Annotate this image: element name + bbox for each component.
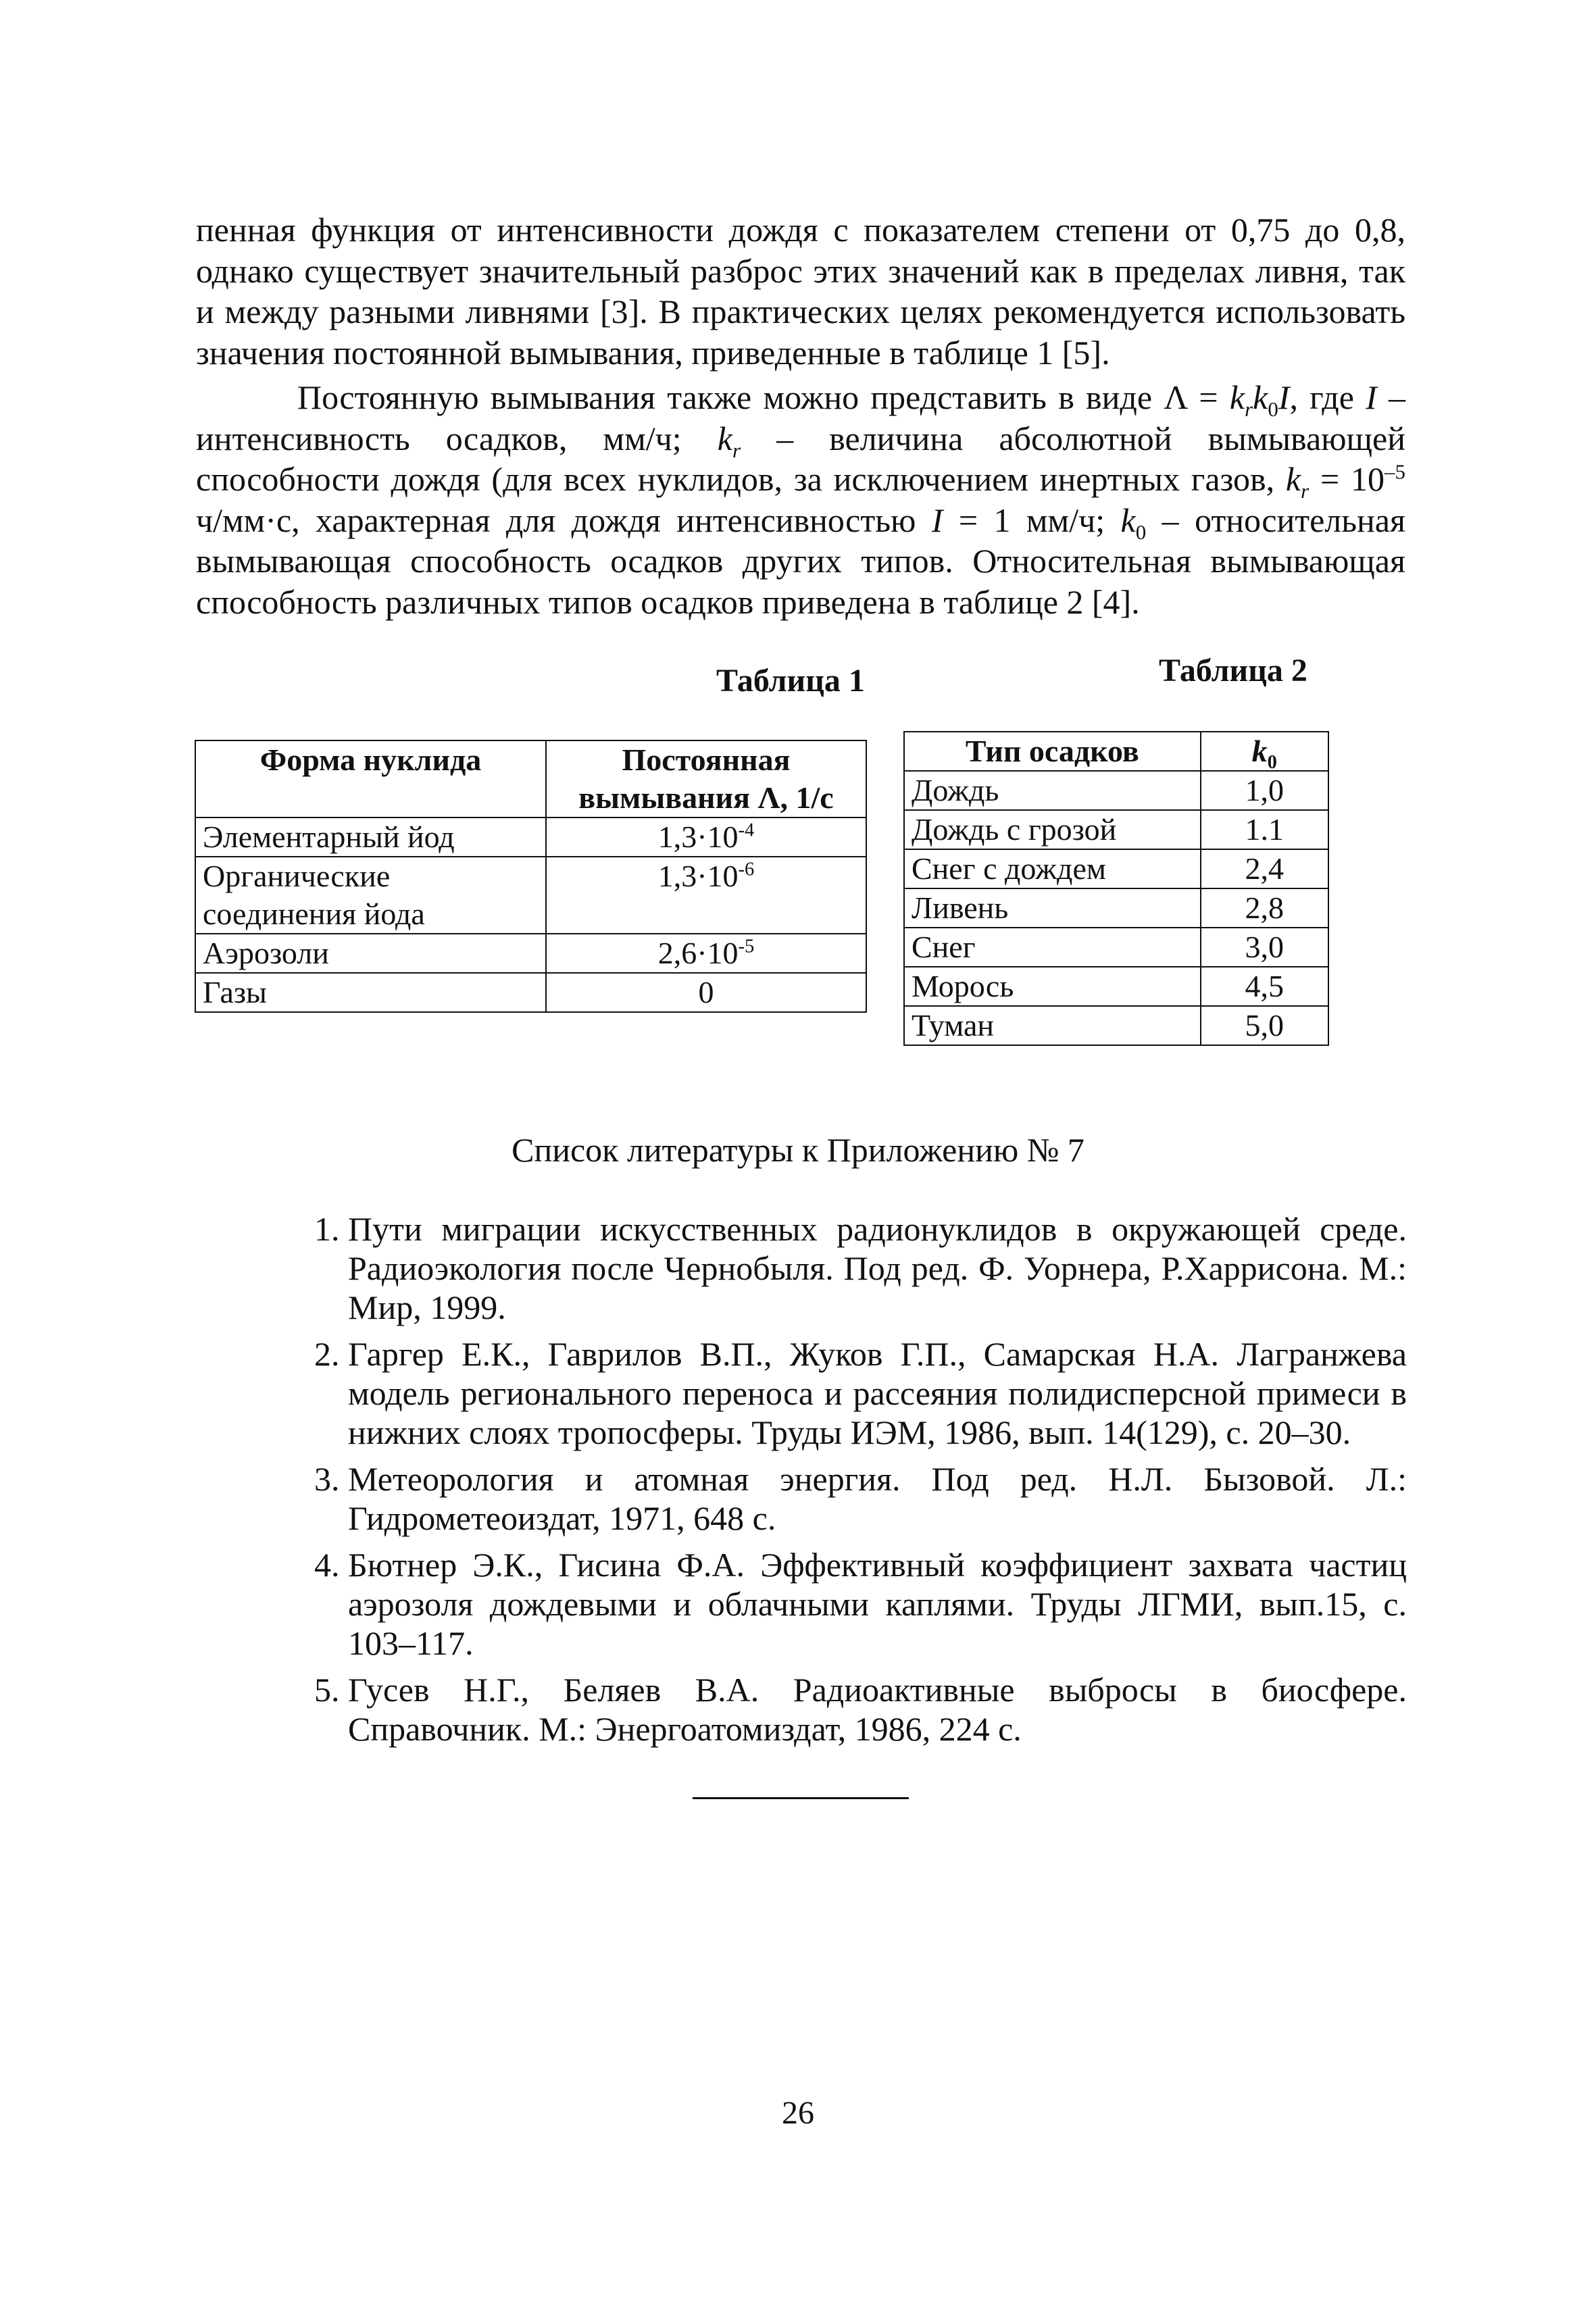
paragraph-intro: пенная функция от интенсивности дождя с показателем степени от 0,75 до 0,8, однако существует значительный разброс этих значений как в пределах ливня, так и между разными ливнями [3]. В практических целях рекомендуется использовать значения постоянной вымывания, приведенные в таблице 1 [5]. xyxy=(196,211,1405,372)
list-item: 5. Гусев Н.Г., Беляев В.А. Радиоактивные выбросы в биосфере. Справочник. М.: Энергоатомиздат, 1986, 224 с. xyxy=(348,1670,1407,1749)
formula-lambda xyxy=(1164,378,1290,421)
table1-cell-form: Элементарный йод xyxy=(195,818,546,857)
table2-cell-type: Снег xyxy=(904,928,1201,967)
text-run: – относительная вымывающая способность осадков других типов. Относительная вымывающая способность различных типов осадков приведена в таблице 2 [4]. xyxy=(196,501,1405,621)
table2-cell-type: Дождь с грозой xyxy=(904,810,1201,849)
table-row xyxy=(195,857,866,934)
table-row xyxy=(195,973,866,1012)
table-row xyxy=(904,1006,1328,1045)
paragraph-washout-formula xyxy=(196,377,1405,622)
list-item: 4. Бютнер Э.К., Гисина Ф.А. Эффективный коэффициент захвата частиц аэрозоля дождевыми и облачными каплями. Труды ЛГМИ, вып.15, с. 103–117. xyxy=(348,1545,1407,1663)
table1-washout-constants xyxy=(195,740,867,1013)
table-row xyxy=(904,771,1328,810)
table2-cell-k0: 3,0 xyxy=(1201,928,1328,967)
symbol-I: I xyxy=(1366,378,1377,416)
table1-cell-form: Аэрозоли xyxy=(195,934,546,973)
symbol-k: k xyxy=(1120,501,1136,539)
table2-cell-type: Снег с дождем xyxy=(904,849,1201,888)
formula-0-sub: 0 xyxy=(1268,397,1278,421)
table2-cell-type: Морось xyxy=(904,967,1201,1006)
header-k: k xyxy=(1251,734,1268,768)
section-divider xyxy=(693,1797,909,1799)
formula-k: k xyxy=(1229,378,1245,416)
list-item: 1. Пути миграции искусственных радионуклидов в окружающей среде. Радиоэкология после Чернобыля. Под ред. Ф. Уорнера, Р.Харрисона. М.: Мир, 1999. xyxy=(348,1209,1407,1327)
value-exponent: -5 xyxy=(738,936,755,957)
table1-header-constant: Постоянная вымывания Λ, 1/с xyxy=(546,740,866,818)
symbol-k: k xyxy=(1285,460,1301,498)
text-run: = 1 мм/ч; xyxy=(943,501,1121,539)
table-row xyxy=(904,888,1328,928)
references-list xyxy=(277,1209,1407,1756)
references-heading: Список литературы к Приложению № 7 xyxy=(512,1131,1084,1169)
symbol-0-sub: 0 xyxy=(1135,520,1147,544)
table1-cell-form: Органические соединения йода xyxy=(195,857,546,934)
text-run: ч/мм·с, характерная для дождя интенсивностью xyxy=(196,501,932,539)
table2-header-k0 xyxy=(1201,732,1328,774)
value-exponent: -4 xyxy=(738,820,755,841)
table2-cell-k0: 5,0 xyxy=(1201,1006,1328,1045)
table1-cell-value xyxy=(546,857,866,934)
table2-cell-type: Дождь xyxy=(904,771,1201,810)
table1-cell-form: Газы xyxy=(195,973,546,1012)
symbol-r-sub: r xyxy=(732,438,741,462)
table2-cell-k0: 2,4 xyxy=(1201,849,1328,888)
value-mantissa: 1,3·10 xyxy=(657,859,739,893)
page-number: 26 xyxy=(782,2095,814,2131)
text-run: – интенсивность осадков, мм/ч; xyxy=(196,378,1406,457)
exponent: –5 xyxy=(1385,459,1405,484)
formula-k2: k xyxy=(1253,378,1268,416)
table2-cell-k0: 1,0 xyxy=(1201,771,1328,810)
text-run: – величина абсолютной вымывающей способности дождя (для всех нуклидов, за исключением инертных газов, xyxy=(196,419,1405,498)
table-row xyxy=(195,818,866,857)
text-run: , где xyxy=(1289,378,1366,416)
value-mantissa: 1,3·10 xyxy=(657,820,739,854)
table1-header-form: Форма нуклида xyxy=(195,740,546,818)
table2-precipitation-factors xyxy=(903,731,1329,1046)
text-run: = 10 xyxy=(1309,460,1385,498)
value-mantissa: 0 xyxy=(698,975,714,1009)
table2-cell-k0: 2,8 xyxy=(1201,888,1328,928)
formula-lambda-symbol: Λ = xyxy=(1164,378,1230,416)
list-item: 2. Гаргер Е.К., Гаврилов В.П., Жуков Г.П., Самарская Н.А. Лагранжева модель регионального переноса и рассеяния полидисперсной примеси в нижних слоях тропосферы. Труды ИЭМ, 1986, вып. 14(129), с. 20–30. xyxy=(348,1334,1407,1452)
symbol-k: k xyxy=(717,419,732,457)
formula-I: I xyxy=(1278,378,1290,416)
text-run: Постоянную вымывания также можно представить в виде xyxy=(297,378,1164,416)
table1-cell-value xyxy=(546,973,866,1012)
value-mantissa: 2,6·10 xyxy=(657,936,739,970)
table2-cell-type: Туман xyxy=(904,1006,1201,1045)
list-item: 3. Метеорология и атомная энергия. Под ред. Н.Л. Бызовой. Л.: Гидрометеоиздат, 1971, 648 с. xyxy=(348,1459,1407,1538)
table-row xyxy=(904,810,1328,849)
table2-cell-k0: 4,5 xyxy=(1201,967,1328,1006)
header-0-sub: 0 xyxy=(1267,752,1277,774)
table2-cell-type: Ливень xyxy=(904,888,1201,928)
table1-caption: Таблица 1 xyxy=(716,663,865,699)
symbol-I: I xyxy=(931,501,943,539)
table2-caption: Таблица 2 xyxy=(1159,653,1307,688)
table-row xyxy=(904,928,1328,967)
table1-cell-value xyxy=(546,818,866,857)
table-row xyxy=(195,934,866,973)
table-header-row xyxy=(904,732,1328,771)
table-row xyxy=(904,849,1328,888)
value-exponent: -6 xyxy=(738,859,755,880)
table-header-row xyxy=(195,740,866,818)
table2-cell-k0: 1.1 xyxy=(1201,810,1328,849)
table1-cell-value xyxy=(546,934,866,973)
symbol-r-sub: r xyxy=(1301,479,1310,503)
formula-r-sub: r xyxy=(1245,397,1253,421)
table-row xyxy=(904,967,1328,1006)
table2-header-type: Тип осадков xyxy=(904,732,1201,771)
